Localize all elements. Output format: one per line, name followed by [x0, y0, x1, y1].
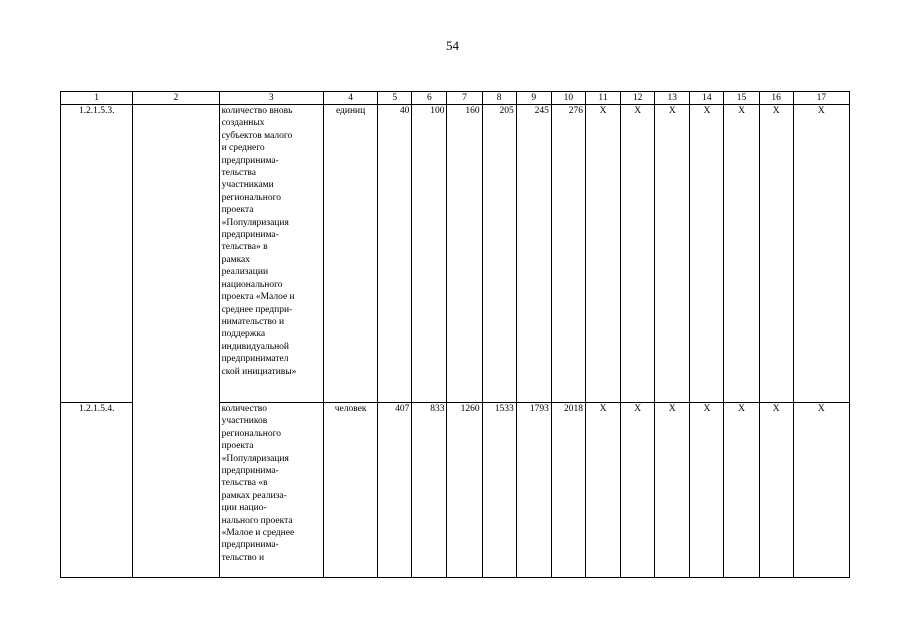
header-cell: 5: [378, 92, 412, 105]
table-row: [61, 105, 850, 403]
name-line: тельство и: [221, 552, 265, 563]
x-cell: Х: [690, 403, 724, 578]
name-line: среднее предпри-: [221, 304, 293, 315]
header-cell: 1: [61, 92, 133, 105]
name-line: регионального: [221, 428, 281, 439]
name-line: количество вновь: [221, 106, 293, 116]
name-line: рамках: [221, 254, 251, 265]
name-line: предпринима-: [221, 230, 279, 241]
header-cell: 15: [724, 92, 759, 105]
value-cell: 1260: [447, 403, 482, 578]
indicators-table: [60, 91, 850, 578]
header-row: [61, 92, 850, 105]
x-cell: Х: [724, 105, 759, 403]
name-line: участников: [221, 416, 268, 427]
name-line: тельства» в: [221, 242, 268, 253]
header-cell: 11: [585, 92, 620, 105]
name-line: нимательство и: [221, 316, 285, 327]
x-cell: Х: [585, 403, 620, 578]
name-line: созданных: [221, 118, 265, 129]
value-cell: 407: [378, 403, 412, 578]
name-line: «Популяризация: [221, 453, 289, 464]
name-line: ции нацио-: [221, 503, 267, 514]
name-line: индивидуальной: [221, 341, 289, 352]
name-line: предпринима-: [221, 540, 279, 551]
name-line: предпринима-: [221, 155, 279, 166]
indicator-name: [219, 403, 323, 578]
unit-cell: человек: [323, 403, 377, 578]
name-line: национального: [221, 279, 283, 290]
value-cell: 205: [482, 105, 516, 403]
x-cell: Х: [793, 105, 849, 403]
indicator-name: [219, 105, 323, 403]
x-cell: Х: [724, 403, 759, 578]
header-cell: 14: [690, 92, 724, 105]
header-cell: 16: [759, 92, 793, 105]
header-cell: 6: [412, 92, 447, 105]
unit-cell: единиц: [323, 105, 377, 403]
x-cell: Х: [655, 105, 690, 403]
header-cell: 7: [447, 92, 482, 105]
x-cell: Х: [621, 403, 655, 578]
value-cell: 40: [378, 105, 412, 403]
name-line: субъектов малого: [221, 130, 293, 141]
name-line: проекта «Малое и: [221, 292, 295, 303]
header-cell: 12: [621, 92, 655, 105]
header-cell: 17: [793, 92, 849, 105]
x-cell: Х: [759, 403, 793, 578]
value-cell: 160: [447, 105, 482, 403]
value-cell: 100: [412, 105, 447, 403]
name-line: проекта: [221, 205, 254, 216]
name-line: участниками: [221, 180, 274, 191]
merged-empty-cell: [133, 105, 219, 578]
name-line: предпринимател: [221, 354, 289, 365]
name-line: и среднего: [221, 143, 265, 154]
value-cell: 276: [551, 105, 585, 403]
value-cell: 1533: [482, 403, 516, 578]
name-line: ской инициативы»: [221, 366, 297, 377]
header-cell: 8: [482, 92, 516, 105]
name-line: проекта: [221, 441, 254, 452]
value-cell: 1793: [516, 403, 551, 578]
header-cell: 13: [655, 92, 690, 105]
header-cell: 9: [516, 92, 551, 105]
name-line: предпринима-: [221, 466, 279, 477]
value-cell: 2018: [551, 403, 585, 578]
header-cell: 2: [133, 92, 219, 105]
page-number: 54: [446, 38, 459, 53]
x-cell: Х: [621, 105, 655, 403]
value-cell: 245: [516, 105, 551, 403]
name-line: тельства: [221, 168, 256, 179]
name-line: тельства «в: [221, 478, 268, 489]
name-line: реализации: [221, 267, 269, 278]
x-cell: Х: [759, 105, 793, 403]
name-line: «Популяризация: [221, 217, 289, 228]
header-cell: 3: [219, 92, 323, 105]
name-line: рамках реализа-: [221, 490, 287, 501]
x-cell: Х: [655, 403, 690, 578]
row-code: 1.2.1.5.4.: [61, 403, 133, 578]
value-cell: 833: [412, 403, 447, 578]
name-line: регионального: [221, 192, 281, 203]
header-cell: 10: [551, 92, 585, 105]
header-cell: 4: [323, 92, 377, 105]
x-cell: Х: [793, 403, 849, 578]
name-line: поддержка: [221, 329, 266, 340]
row-code: 1.2.1.5.3.: [61, 105, 133, 403]
x-cell: Х: [585, 105, 620, 403]
x-cell: Х: [690, 105, 724, 403]
name-line: нального проекта: [221, 515, 293, 526]
name-line: «Малое и среднее: [221, 528, 295, 539]
name-line: количество: [221, 404, 267, 414]
